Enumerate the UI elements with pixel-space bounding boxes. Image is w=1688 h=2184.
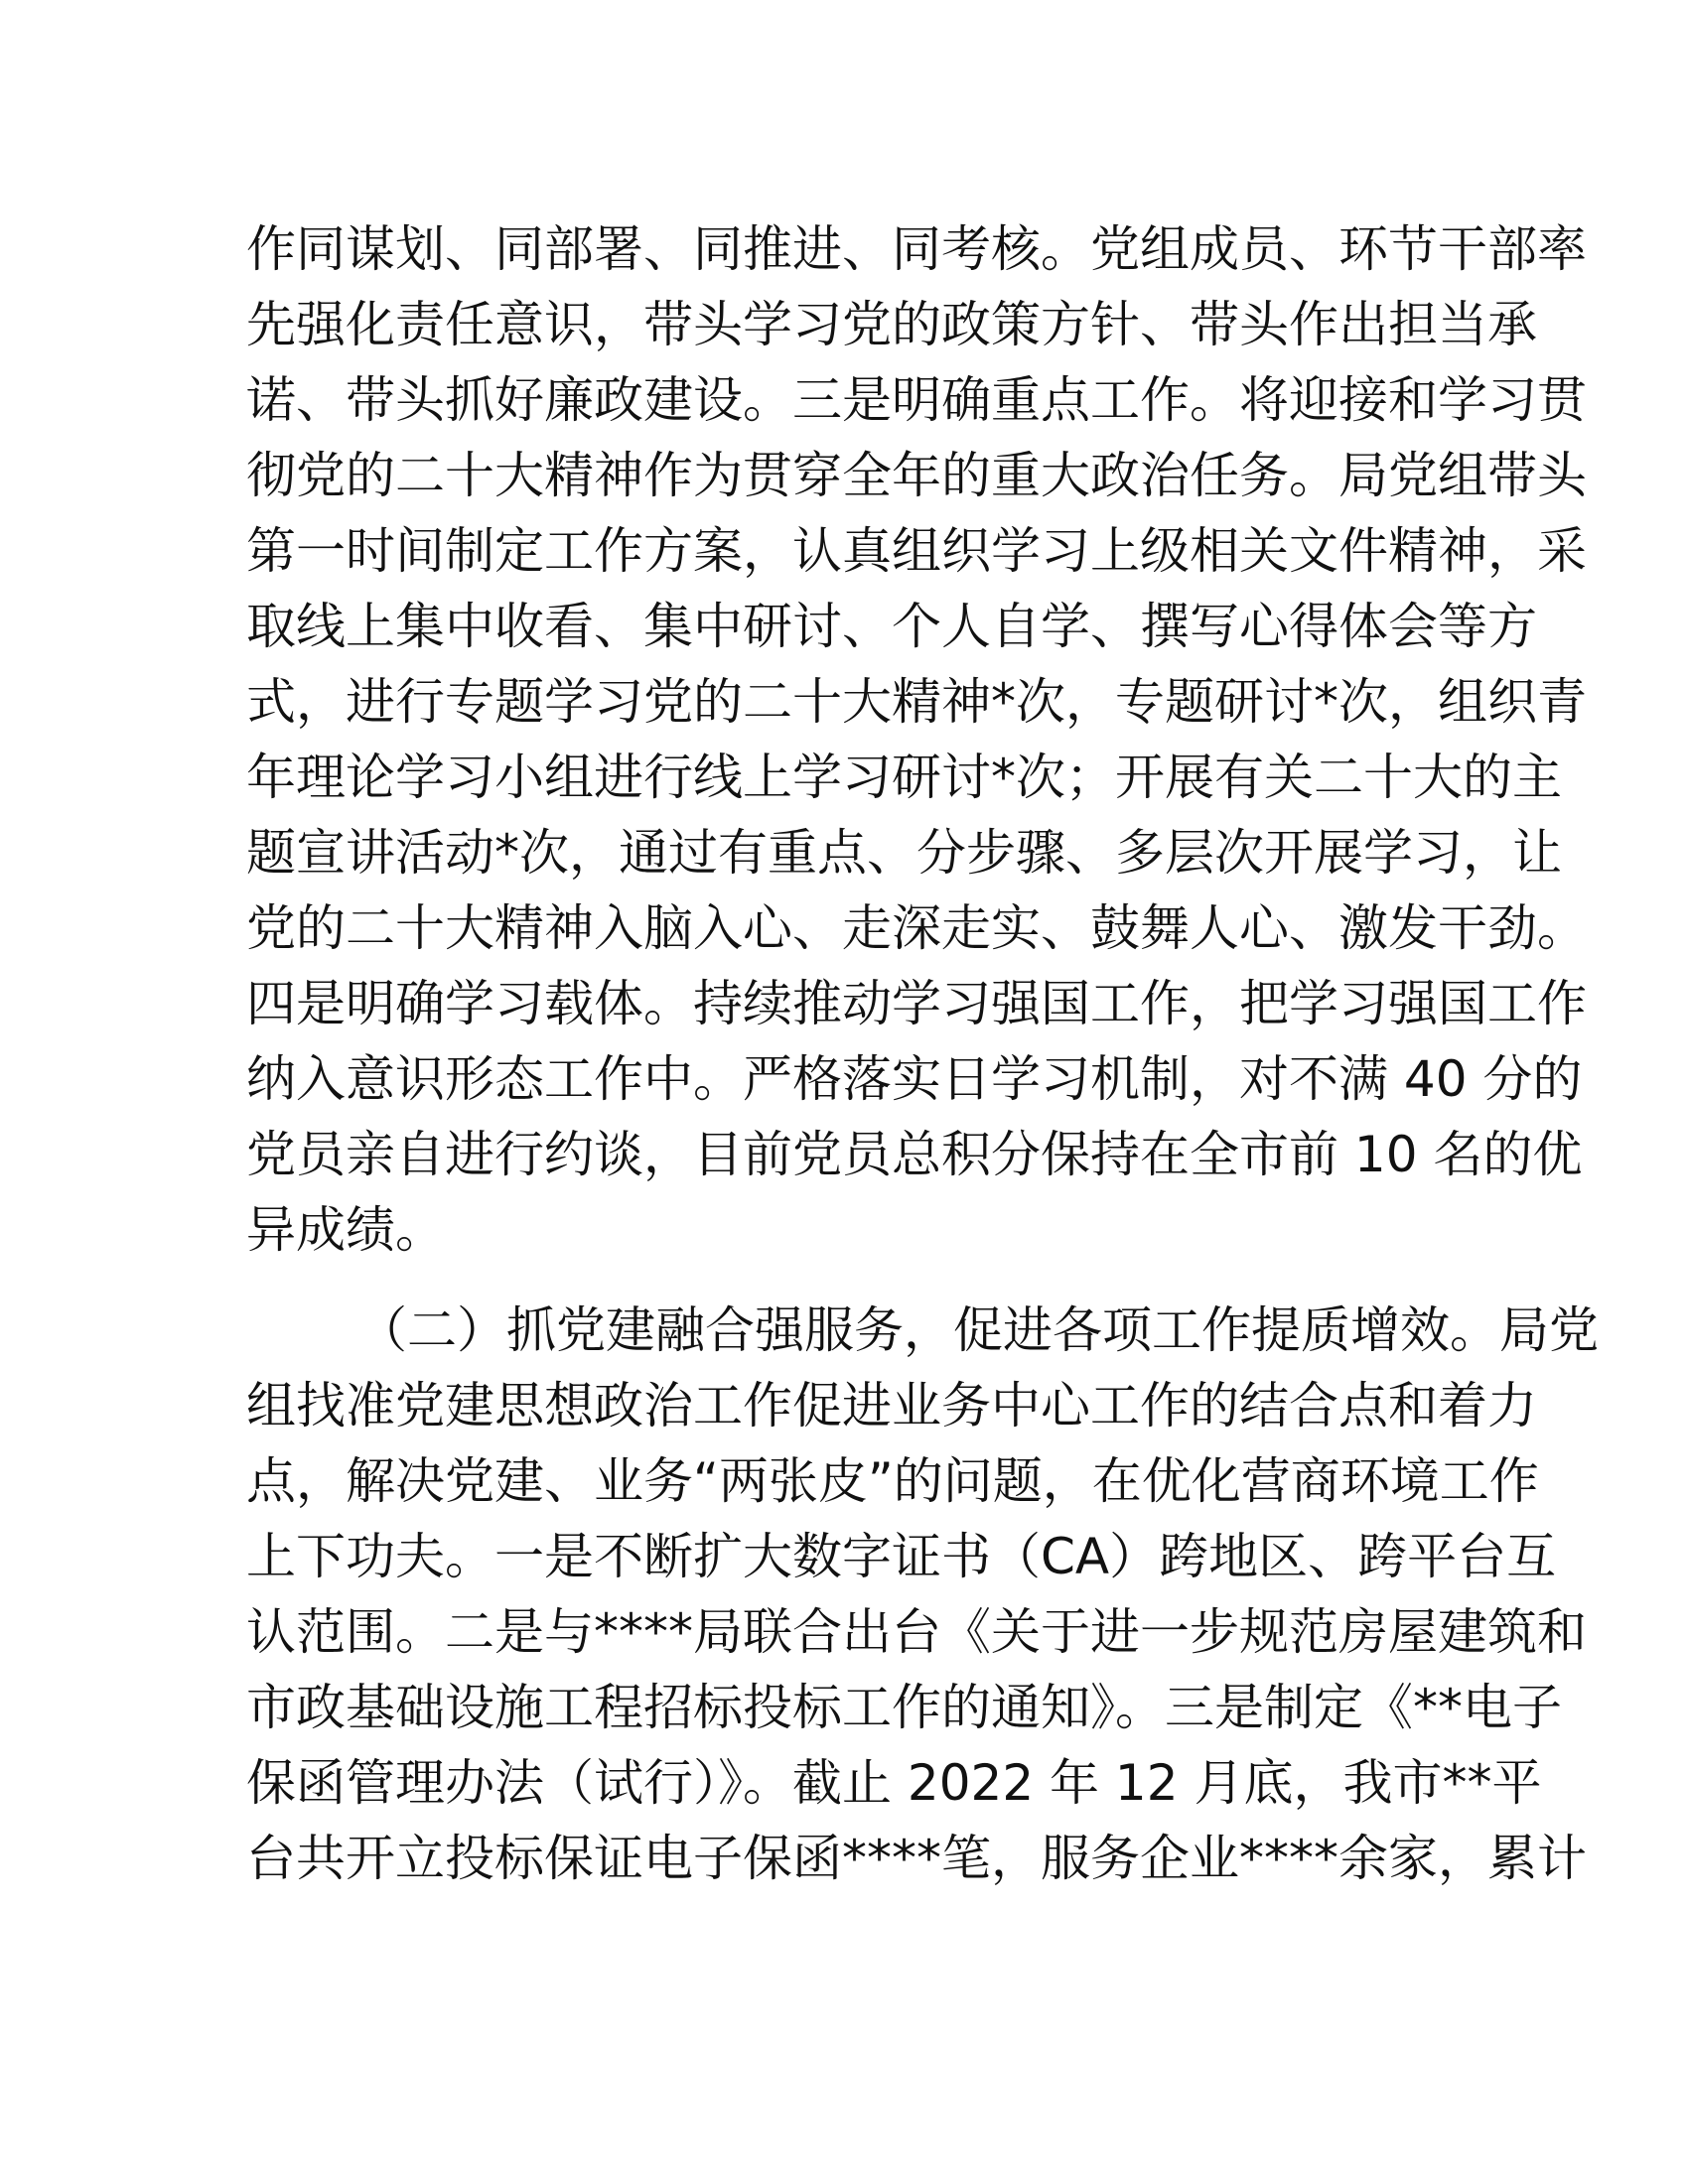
text-line: 第一时间制定工作方案，认真组织学习上级相关文件精神，采 [246, 522, 1587, 580]
text-line: 式，进行专题学习党的二十大精神*次，专题研讨*次，组织青 [246, 673, 1587, 731]
text-line: 组找准党建思想政治工作促进业务中心工作的结合点和着力 [246, 1377, 1537, 1434]
text-line: （二）抓党建融合强服务，促进各项工作提质增效。局党 [357, 1301, 1599, 1359]
text-line: 先强化责任意识，带头学习党的政策方针、带头作出担当承 [246, 296, 1537, 353]
text-line: 作同谋划、同部署、同推进、同考核。党组成员、环节干部率 [246, 220, 1587, 278]
text-line: 市政基础设施工程招标投标工作的通知》。三是制定《**电子 [246, 1679, 1562, 1736]
text-line: 年理论学习小组进行线上学习研讨*次；开展有关二十大的主 [246, 749, 1562, 806]
text-line: 保函管理办法（试行）》。截止 2022 年 12 月底，我市**平 [246, 1754, 1542, 1812]
text-line: 党员亲自进行约谈，目前党员总积分保持在全市前 10 名的优 [246, 1126, 1583, 1183]
text-line: 纳入意识形态工作中。严格落实日学习机制，对不满 40 分的 [246, 1050, 1583, 1108]
text-line: 异成绩。 [246, 1201, 445, 1259]
text-line: 取线上集中收看、集中研讨、个人自学、撰写心得体会等方 [246, 598, 1537, 655]
text-line: 彻党的二十大精神作为贯穿全年的重大政治任务。局党组带头 [246, 447, 1587, 504]
text-line: 上下功夫。一是不断扩大数字证书（CA）跨地区、跨平台互 [246, 1528, 1557, 1585]
text-line: 诺、带头抓好廉政建设。三是明确重点工作。将迎接和学习贯 [246, 371, 1587, 429]
text-line: 党的二十大精神入脑入心、走深走实、鼓舞人心、激发干劲。 [246, 899, 1587, 957]
text-line: 点，解决党建、业务“两张皮”的问题，在优化营商环境工作 [246, 1452, 1539, 1510]
text-line: 四是明确学习载体。持续推动学习强国工作，把学习强国工作 [246, 975, 1587, 1032]
text-line: 台共开立投标保证电子保函****笔，服务企业****余家，累计 [246, 1830, 1587, 1887]
text-line: 认范围。二是与****局联合出台《关于进一步规范房屋建筑和 [246, 1603, 1587, 1661]
text-line: 题宣讲活动*次，通过有重点、分步骤、多层次开展学习，让 [246, 824, 1562, 882]
